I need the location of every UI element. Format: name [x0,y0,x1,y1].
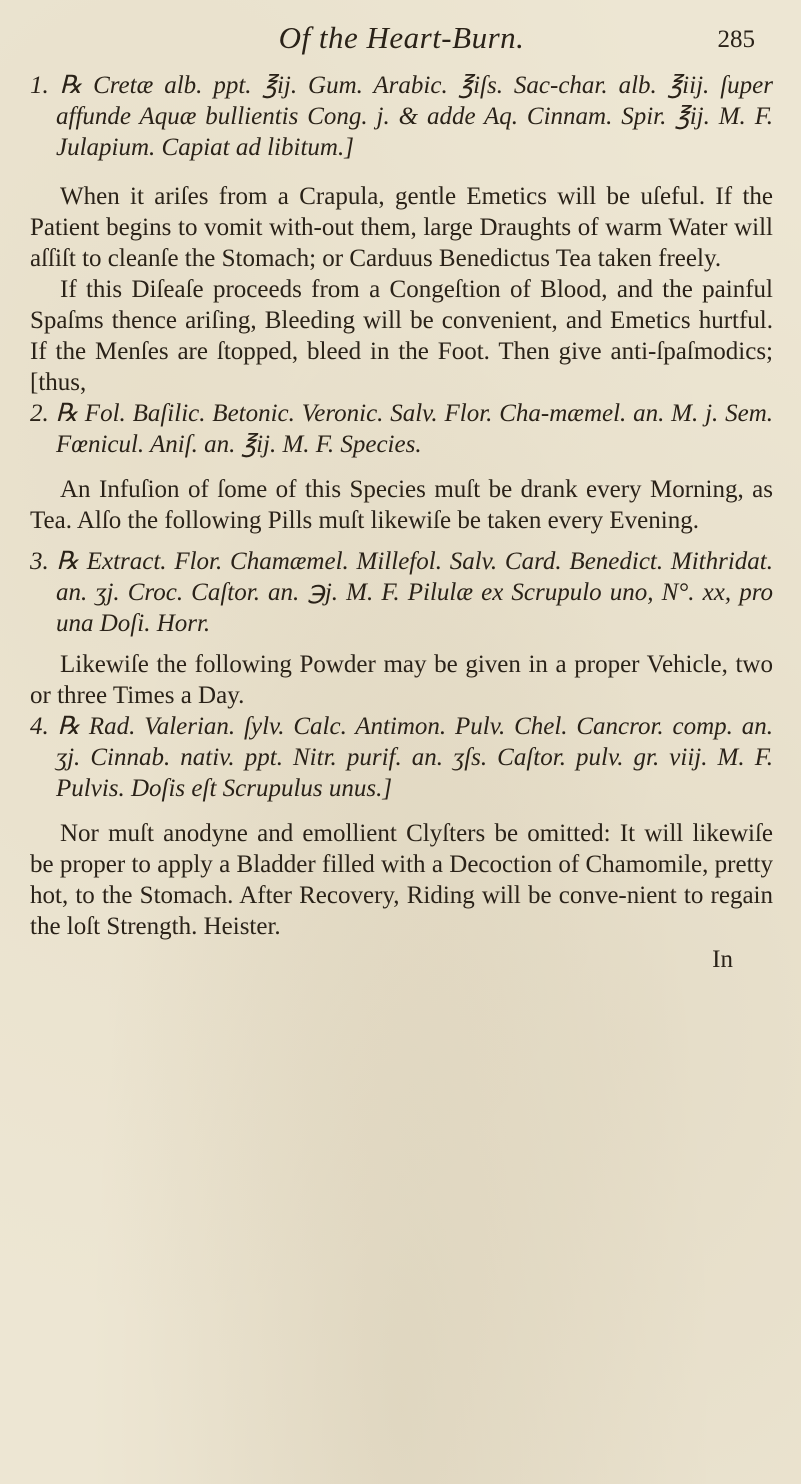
paragraph-infusion: An Infuſion of ſome of this Species muſt be drank every Morning, as Tea. Alſo the following Pills muſt likewiſe be taken every Evening. [30,476,773,534]
body-text [30,70,773,975]
prescription-2: 2. ℞ Fol. Baſilic. Betonic. Veronic. Salv. Flor. Cha-mæmel. an. M. j. Sem. Fœnicul. Aniſ. an. ℥ij. M. F. Species. [30,400,773,458]
page-header [30,20,773,70]
paragraph-powder: Likewiſe the following Powder may be given in a proper Vehicle, two or three Times a Day. [30,651,773,709]
page-number: 285 [717,26,755,53]
catchword: In [712,946,733,973]
prescription-4: 4. ℞ Rad. Valerian. ſylv. Calc. Antimon. Pulv. Chel. Cancror. comp. an. ʒj. Cinnab. nativ. ppt. Nitr. purif. an. ʒſs. Caſtor. pulv. gr. viij. M. F. Pulvis. Doſis eſt Scrupulus unus.] [30,713,773,802]
prescription-1: 1. ℞ Cretæ alb. ppt. ℥ij. Gum. Arabic. ℥iſs. Sac-char. alb. ℥iij. ſuper affunde Aquæ bullientis Cong. j. & adde Aq. Cinnam. Spir. ℥ij. M. F. Julapium. Capiat ad libitum.] [30,72,773,161]
running-head: Of the Heart-Burn. [278,20,525,55]
paragraph-emetics: When it ariſes from a Crapula, gentle Emetics will be uſeful. If the Patient begins to vomit with-out them, large Draughts of warm Water will aſſiſt to cleanſe the Stomach; or Carduus Benedictus Tea taken freely. [30,183,773,272]
prescription-3: 3. ℞ Extract. Flor. Chamæmel. Millefol. Salv. Card. Benedict. Mithridat. an. ʒj. Croc. Caſtor. an. ℈j. M. F. Pilulæ ex Scrupulo uno, N°. xx, pro una Doſi. Horr. [30,548,773,637]
paragraph-congestion: If this Diſeaſe proceeds from a Congeſtion of Blood, and the painful Spaſms thence ariſing, Bleeding will be convenient, and Emetics hurtful. If the Menſes are ſtopped, bleed in the Foot. Then give anti-ſpaſmodics; [thus, [30,276,773,396]
paragraph-clysters: Nor muſt anodyne and emollient Clyſters be omitted: It will likewiſe be proper to apply a Bladder filled with a Decoction of Chamomile, pretty hot, to the Stomach. After Recovery, Riding will be conve-nient to regain the loſt Strength. Heister. [30,820,773,940]
